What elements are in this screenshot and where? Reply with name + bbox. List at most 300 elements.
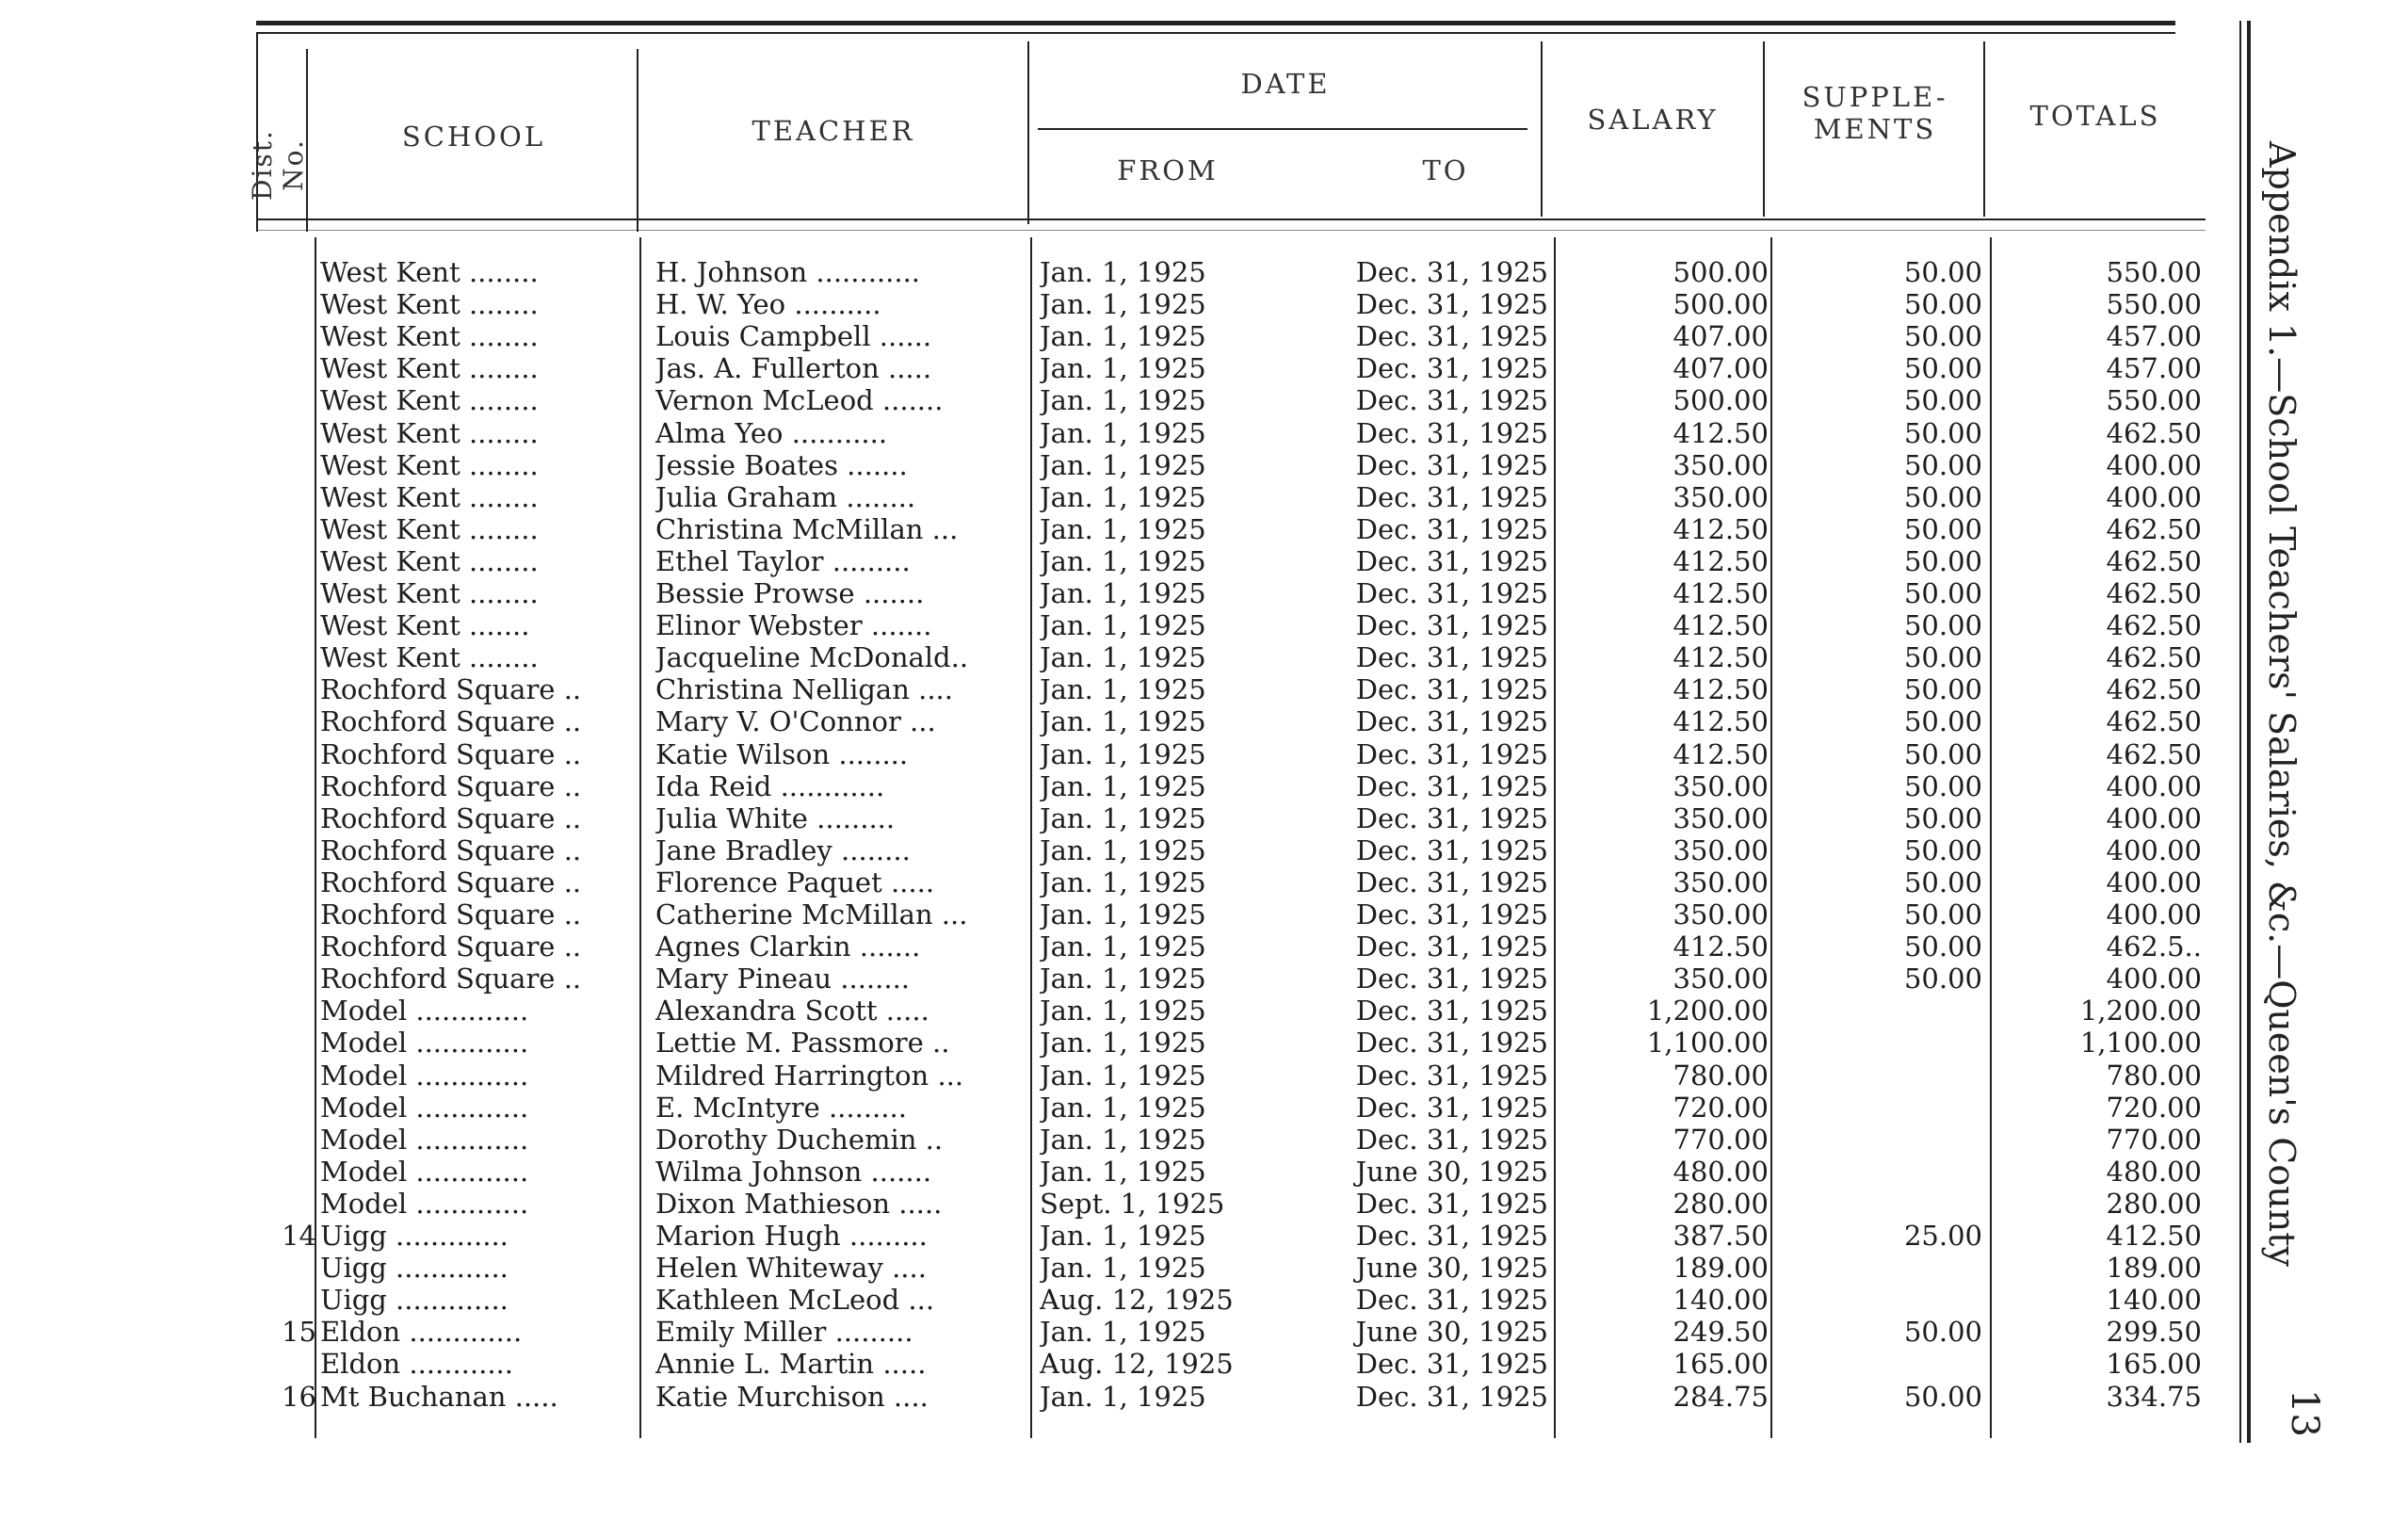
table-row xyxy=(0,545,2408,577)
supplements-cell: 50.00 xyxy=(1903,737,1982,770)
teacher-cell: E. McIntyre ......... xyxy=(655,1091,907,1124)
dist-no-cell: 14 xyxy=(282,1220,316,1252)
from-date-cell: Jan. 1, 1925 xyxy=(1040,1380,1206,1413)
to-date-cell: Dec. 31, 1925 xyxy=(1355,866,1548,898)
salary-cell: 412.50 xyxy=(1673,705,1769,738)
total-cell: 550.00 xyxy=(2106,384,2202,417)
to-date-cell: Dec. 31, 1925 xyxy=(1355,1348,1548,1381)
school-cell: Model ............. xyxy=(320,1123,529,1156)
teacher-cell: Annie L. Martin ..... xyxy=(655,1348,927,1381)
total-cell: 462.50 xyxy=(2106,609,2202,642)
table-row xyxy=(0,770,2408,802)
teacher-cell: H. W. Yeo .......... xyxy=(655,288,881,321)
supplements-cell: 50.00 xyxy=(1903,480,1982,513)
header-school: SCHOOL xyxy=(401,121,546,153)
salary-cell: 720.00 xyxy=(1673,1091,1769,1124)
table-row xyxy=(0,417,2408,449)
to-date-cell: Dec. 31, 1925 xyxy=(1355,1284,1548,1317)
to-date-cell: Dec. 31, 1925 xyxy=(1355,256,1548,288)
to-date-cell: Dec. 31, 1925 xyxy=(1355,320,1548,353)
date-divider xyxy=(1038,128,1527,130)
to-date-cell: Dec. 31, 1925 xyxy=(1355,769,1548,802)
table-row xyxy=(0,1188,2408,1220)
school-cell: Model ............. xyxy=(320,1027,529,1060)
table-row xyxy=(0,641,2408,673)
to-date-cell: Dec. 31, 1925 xyxy=(1355,898,1548,930)
salary-cell: 350.00 xyxy=(1673,480,1769,513)
header-bottom-rule-2 xyxy=(256,230,2206,231)
header-salary: SALARY xyxy=(1587,104,1719,136)
to-date-cell: Dec. 31, 1925 xyxy=(1355,1091,1548,1124)
total-cell: 457.00 xyxy=(2106,352,2202,385)
total-cell: 1,200.00 xyxy=(2079,995,2202,1027)
school-cell: West Kent ........ xyxy=(320,384,539,417)
school-cell: West Kent ........ xyxy=(320,256,539,288)
to-date-cell: Dec. 31, 1925 xyxy=(1355,544,1548,577)
teacher-cell: Katie Murchison .... xyxy=(655,1380,929,1413)
from-date-cell: Jan. 1, 1925 xyxy=(1040,288,1206,321)
from-date-cell: Jan. 1, 1925 xyxy=(1040,898,1206,930)
total-cell: 462.50 xyxy=(2106,512,2202,545)
school-cell: West Kent ........ xyxy=(320,641,539,674)
header-dist-no: Dist. No. xyxy=(247,129,309,201)
table-row xyxy=(0,705,2408,737)
teacher-cell: Helen Whiteway .... xyxy=(655,1252,927,1285)
teacher-cell: Vernon McLeod ....... xyxy=(655,384,944,417)
header-supplements-line2: MENTS xyxy=(1813,113,1937,145)
teacher-cell: Florence Paquet ..... xyxy=(655,866,935,898)
school-cell: Eldon ............. xyxy=(320,1316,523,1349)
school-cell: Uigg ............. xyxy=(320,1252,509,1285)
school-cell: West Kent ........ xyxy=(320,352,539,385)
school-cell: Model ............. xyxy=(320,995,529,1027)
table-row xyxy=(0,738,2408,770)
supplements-cell: 50.00 xyxy=(1903,833,1982,866)
school-cell: Rochford Square .. xyxy=(320,673,582,706)
header-vrule-supp xyxy=(1983,41,1985,217)
to-date-cell: Dec. 31, 1925 xyxy=(1355,737,1548,770)
teacher-cell: Ethel Taylor ......... xyxy=(655,544,911,577)
total-cell: 334.75 xyxy=(2106,1380,2202,1413)
supplements-cell: 50.00 xyxy=(1903,544,1982,577)
supplements-cell: 50.00 xyxy=(1903,641,1982,674)
header-vrule-school xyxy=(637,49,638,232)
salary-cell: 189.00 xyxy=(1673,1252,1769,1285)
supplements-cell: 50.00 xyxy=(1903,801,1982,834)
to-date-cell: Dec. 31, 1925 xyxy=(1355,833,1548,866)
from-date-cell: Jan. 1, 1925 xyxy=(1040,1027,1206,1060)
to-date-cell: Dec. 31, 1925 xyxy=(1355,1187,1548,1220)
from-date-cell: Jan. 1, 1925 xyxy=(1040,577,1206,609)
from-date-cell: Sept. 1, 1925 xyxy=(1040,1187,1225,1220)
supplements-cell: 50.00 xyxy=(1903,963,1982,995)
school-cell: Mt Buchanan ..... xyxy=(320,1380,558,1413)
total-cell: 165.00 xyxy=(2106,1348,2202,1381)
to-date-cell: Dec. 31, 1925 xyxy=(1355,609,1548,642)
supplements-cell: 50.00 xyxy=(1903,705,1982,738)
table-row xyxy=(0,1124,2408,1156)
salary-cell: 770.00 xyxy=(1673,1123,1769,1156)
table-row xyxy=(0,930,2408,963)
dist-no-cell: 15 xyxy=(282,1316,316,1349)
total-cell: 400.00 xyxy=(2106,833,2202,866)
salary-cell: 1,100.00 xyxy=(1646,1027,1769,1060)
supplements-cell: 50.00 xyxy=(1903,1316,1982,1349)
school-cell: Rochford Square .. xyxy=(320,737,582,770)
from-date-cell: Jan. 1, 1925 xyxy=(1040,384,1206,417)
table-row xyxy=(0,1348,2408,1380)
school-cell: West Kent ........ xyxy=(320,512,539,545)
school-cell: West Kent ....... xyxy=(320,609,530,642)
school-cell: Rochford Square .. xyxy=(320,930,582,963)
salary-cell: 412.50 xyxy=(1673,737,1769,770)
supplements-cell: 50.00 xyxy=(1903,930,1982,963)
teacher-cell: Jane Bradley ........ xyxy=(655,833,911,866)
table-row xyxy=(0,384,2408,416)
from-date-cell: Aug. 12, 1925 xyxy=(1040,1284,1234,1317)
side-title: Appendix 1.—School Teachers' Salaries, &c.—Queen's County xyxy=(2261,141,2303,1267)
to-date-cell: Dec. 31, 1925 xyxy=(1355,705,1548,738)
teacher-cell: Mary Pineau ........ xyxy=(655,963,911,995)
school-cell: West Kent ........ xyxy=(320,416,539,449)
supplements-cell: 50.00 xyxy=(1903,288,1982,321)
table-row xyxy=(0,288,2408,320)
salary-cell: 412.50 xyxy=(1673,609,1769,642)
salary-cell: 350.00 xyxy=(1673,801,1769,834)
header-supplements-line1: SUPPLE- xyxy=(1802,81,1948,113)
salary-cell: 407.00 xyxy=(1673,320,1769,353)
total-cell: 462.50 xyxy=(2106,673,2202,706)
to-date-cell: Dec. 31, 1925 xyxy=(1355,1027,1548,1060)
table-row xyxy=(0,577,2408,609)
to-date-cell: Dec. 31, 1925 xyxy=(1355,480,1548,513)
salary-cell: 350.00 xyxy=(1673,866,1769,898)
header-totals: TOTALS xyxy=(2029,100,2161,132)
to-date-cell: Dec. 31, 1925 xyxy=(1355,288,1548,321)
supplements-cell: 50.00 xyxy=(1903,769,1982,802)
total-cell: 1,100.00 xyxy=(2079,1027,2202,1060)
total-cell: 412.50 xyxy=(2106,1220,2202,1252)
total-cell: 462.50 xyxy=(2106,641,2202,674)
total-cell: 299.50 xyxy=(2106,1316,2202,1349)
table-row xyxy=(0,673,2408,705)
header-vrule-salary xyxy=(1763,41,1765,217)
from-date-cell: Jan. 1, 1925 xyxy=(1040,801,1206,834)
teacher-cell: Marion Hugh ......... xyxy=(655,1220,928,1252)
salary-cell: 284.75 xyxy=(1673,1380,1769,1413)
salary-cell: 412.50 xyxy=(1673,930,1769,963)
supplements-cell: 50.00 xyxy=(1903,866,1982,898)
salary-cell: 1,200.00 xyxy=(1646,995,1769,1027)
school-cell: Model ............. xyxy=(320,1059,529,1092)
table-row xyxy=(0,1381,2408,1413)
header-from: FROM xyxy=(1117,154,1219,186)
header-bottom-rule xyxy=(256,218,2206,220)
teacher-cell: Louis Campbell ...... xyxy=(655,320,932,353)
teacher-cell: Julia Graham ........ xyxy=(655,480,916,513)
total-cell: 462.50 xyxy=(2106,737,2202,770)
to-date-cell: Dec. 31, 1925 xyxy=(1355,416,1548,449)
school-cell: West Kent ........ xyxy=(320,320,539,353)
salary-cell: 407.00 xyxy=(1673,352,1769,385)
from-date-cell: Jan. 1, 1925 xyxy=(1040,1059,1206,1092)
teacher-cell: Wilma Johnson ....... xyxy=(655,1155,932,1188)
from-date-cell: Jan. 1, 1925 xyxy=(1040,1220,1206,1252)
table-row xyxy=(0,898,2408,930)
table-row xyxy=(0,513,2408,545)
teacher-cell: Jacqueline McDonald.. xyxy=(655,641,969,674)
salary-cell: 350.00 xyxy=(1673,448,1769,481)
teacher-cell: H. Johnson ............ xyxy=(655,256,921,288)
school-cell: West Kent ........ xyxy=(320,480,539,513)
school-cell: Model ............. xyxy=(320,1187,529,1220)
to-date-cell: Dec. 31, 1925 xyxy=(1355,641,1548,674)
teacher-cell: Agnes Clarkin ....... xyxy=(655,930,921,963)
total-cell: 550.00 xyxy=(2106,288,2202,321)
from-date-cell: Jan. 1, 1925 xyxy=(1040,995,1206,1027)
header-date: DATE xyxy=(1240,68,1331,100)
teacher-cell: Elinor Webster ....... xyxy=(655,609,932,642)
total-cell: 400.00 xyxy=(2106,448,2202,481)
top-rule-thick xyxy=(256,21,2175,25)
salary-cell: 350.00 xyxy=(1673,963,1769,995)
school-cell: Rochford Square .. xyxy=(320,833,582,866)
table-row xyxy=(0,609,2408,641)
header-to: TO xyxy=(1422,154,1469,186)
to-date-cell: Dec. 31, 1925 xyxy=(1355,384,1548,417)
total-cell: 720.00 xyxy=(2106,1091,2202,1124)
from-date-cell: Jan. 1, 1925 xyxy=(1040,320,1206,353)
table-row xyxy=(0,449,2408,481)
salary-cell: 350.00 xyxy=(1673,833,1769,866)
total-cell: 189.00 xyxy=(2106,1252,2202,1285)
from-date-cell: Jan. 1, 1925 xyxy=(1040,705,1206,738)
header-vrule-teacher xyxy=(1027,41,1029,224)
table-row xyxy=(0,1316,2408,1348)
supplements-cell: 50.00 xyxy=(1903,1380,1982,1413)
school-cell: Uigg ............. xyxy=(320,1284,509,1317)
teacher-cell: Lettie M. Passmore .. xyxy=(655,1027,950,1060)
from-date-cell: Jan. 1, 1925 xyxy=(1040,641,1206,674)
total-cell: 462.50 xyxy=(2106,416,2202,449)
school-cell: Rochford Square .. xyxy=(320,705,582,738)
teacher-cell: Alma Yeo ........... xyxy=(655,416,888,449)
from-date-cell: Jan. 1, 1925 xyxy=(1040,512,1206,545)
supplements-cell: 50.00 xyxy=(1903,512,1982,545)
table-row xyxy=(0,1252,2408,1284)
school-cell: Rochford Square .. xyxy=(320,963,582,995)
to-date-cell: Dec. 31, 1925 xyxy=(1355,930,1548,963)
to-date-cell: Dec. 31, 1925 xyxy=(1355,673,1548,706)
teacher-cell: Emily Miller ......... xyxy=(655,1316,913,1349)
total-cell: 400.00 xyxy=(2106,480,2202,513)
teacher-cell: Catherine McMillan ... xyxy=(655,898,968,930)
supplements-cell: 50.00 xyxy=(1903,448,1982,481)
salary-cell: 780.00 xyxy=(1673,1059,1769,1092)
to-date-cell: Dec. 31, 1925 xyxy=(1355,352,1548,385)
table-row xyxy=(0,995,2408,1027)
school-cell: Rochford Square .. xyxy=(320,801,582,834)
to-date-cell: Dec. 31, 1925 xyxy=(1355,1380,1548,1413)
salary-cell: 412.50 xyxy=(1673,544,1769,577)
to-date-cell: Dec. 31, 1925 xyxy=(1355,1059,1548,1092)
school-cell: Uigg ............. xyxy=(320,1220,509,1252)
supplements-cell: 50.00 xyxy=(1903,320,1982,353)
total-cell: 457.00 xyxy=(2106,320,2202,353)
total-cell: 400.00 xyxy=(2106,898,2202,930)
supplements-cell: 50.00 xyxy=(1903,673,1982,706)
school-cell: Model ............. xyxy=(320,1091,529,1124)
from-date-cell: Jan. 1, 1925 xyxy=(1040,833,1206,866)
from-date-cell: Jan. 1, 1925 xyxy=(1040,930,1206,963)
from-date-cell: Jan. 1, 1925 xyxy=(1040,963,1206,995)
from-date-cell: Jan. 1, 1925 xyxy=(1040,1091,1206,1124)
table-row xyxy=(0,963,2408,995)
supplements-cell: 50.00 xyxy=(1903,609,1982,642)
to-date-cell: Dec. 31, 1925 xyxy=(1355,512,1548,545)
top-rule-thin xyxy=(256,32,2175,34)
table-row xyxy=(0,802,2408,834)
school-cell: Rochford Square .. xyxy=(320,898,582,930)
from-date-cell: Jan. 1, 1925 xyxy=(1040,416,1206,449)
from-date-cell: Jan. 1, 1925 xyxy=(1040,544,1206,577)
salary-cell: 412.50 xyxy=(1673,512,1769,545)
salary-cell: 412.50 xyxy=(1673,577,1769,609)
total-cell: 400.00 xyxy=(2106,866,2202,898)
salary-cell: 412.50 xyxy=(1673,641,1769,674)
to-date-cell: Dec. 31, 1925 xyxy=(1355,577,1548,609)
table-row xyxy=(0,352,2408,384)
from-date-cell: Jan. 1, 1925 xyxy=(1040,1252,1206,1285)
table-row xyxy=(0,1027,2408,1059)
from-date-cell: Jan. 1, 1925 xyxy=(1040,1123,1206,1156)
supplements-cell: 50.00 xyxy=(1903,577,1982,609)
supplements-cell: 25.00 xyxy=(1903,1220,1982,1252)
salary-cell: 387.50 xyxy=(1673,1220,1769,1252)
salary-cell: 412.50 xyxy=(1673,673,1769,706)
to-date-cell: Dec. 31, 1925 xyxy=(1355,801,1548,834)
total-cell: 462.5.. xyxy=(2106,930,2202,963)
total-cell: 462.50 xyxy=(2106,544,2202,577)
to-date-cell: Dec. 31, 1925 xyxy=(1355,963,1548,995)
to-date-cell: Dec. 31, 1925 xyxy=(1355,1220,1548,1252)
salary-cell: 350.00 xyxy=(1673,769,1769,802)
from-date-cell: Aug. 12, 1925 xyxy=(1040,1348,1234,1381)
from-date-cell: Jan. 1, 1925 xyxy=(1040,866,1206,898)
table-row xyxy=(0,256,2408,288)
salary-cell: 350.00 xyxy=(1673,898,1769,930)
total-cell: 770.00 xyxy=(2106,1123,2202,1156)
total-cell: 400.00 xyxy=(2106,769,2202,802)
supplements-cell: 50.00 xyxy=(1903,416,1982,449)
from-date-cell: Jan. 1, 1925 xyxy=(1040,609,1206,642)
teacher-cell: Christina Nelligan .... xyxy=(655,673,953,706)
table-row xyxy=(0,1284,2408,1316)
school-cell: Rochford Square .. xyxy=(320,866,582,898)
total-cell: 462.50 xyxy=(2106,705,2202,738)
to-date-cell: Dec. 31, 1925 xyxy=(1355,995,1548,1027)
to-date-cell: June 30, 1925 xyxy=(1355,1316,1548,1349)
teacher-cell: Mary V. O'Connor ... xyxy=(655,705,936,738)
table-row xyxy=(0,866,2408,898)
to-date-cell: June 30, 1925 xyxy=(1355,1155,1548,1188)
school-cell: West Kent ........ xyxy=(320,577,539,609)
table-row xyxy=(0,1092,2408,1124)
table-row xyxy=(0,834,2408,866)
total-cell: 480.00 xyxy=(2106,1155,2202,1188)
total-cell: 550.00 xyxy=(2106,256,2202,288)
page-number: 13 xyxy=(2283,1389,2326,1437)
to-date-cell: Dec. 31, 1925 xyxy=(1355,1123,1548,1156)
salary-cell: 280.00 xyxy=(1673,1187,1769,1220)
teacher-cell: Julia White ......... xyxy=(655,801,896,834)
supplements-cell: 50.00 xyxy=(1903,352,1982,385)
total-cell: 400.00 xyxy=(2106,963,2202,995)
to-date-cell: June 30, 1925 xyxy=(1355,1252,1548,1285)
table-row xyxy=(0,1220,2408,1252)
teacher-cell: Mildred Harrington ... xyxy=(655,1059,964,1092)
from-date-cell: Jan. 1, 1925 xyxy=(1040,352,1206,385)
table-row xyxy=(0,320,2408,352)
teacher-cell: Katie Wilson ........ xyxy=(655,737,909,770)
school-cell: West Kent ........ xyxy=(320,544,539,577)
salary-cell: 165.00 xyxy=(1673,1348,1769,1381)
from-date-cell: Jan. 1, 1925 xyxy=(1040,1155,1206,1188)
total-cell: 462.50 xyxy=(2106,577,2202,609)
to-date-cell: Dec. 31, 1925 xyxy=(1355,448,1548,481)
teacher-cell: Christina McMillan ... xyxy=(655,512,959,545)
from-date-cell: Jan. 1, 1925 xyxy=(1040,673,1206,706)
teacher-cell: Bessie Prowse ....... xyxy=(655,577,925,609)
salary-cell: 480.00 xyxy=(1673,1155,1769,1188)
salary-cell: 500.00 xyxy=(1673,256,1769,288)
from-date-cell: Jan. 1, 1925 xyxy=(1040,737,1206,770)
from-date-cell: Jan. 1, 1925 xyxy=(1040,448,1206,481)
total-cell: 400.00 xyxy=(2106,801,2202,834)
school-cell: West Kent ........ xyxy=(320,288,539,321)
teacher-cell: Dorothy Duchemin .. xyxy=(655,1123,944,1156)
from-date-cell: Jan. 1, 1925 xyxy=(1040,1316,1206,1349)
header-teacher: TEACHER xyxy=(751,115,915,147)
teacher-cell: Jessie Boates ....... xyxy=(655,448,908,481)
from-date-cell: Jan. 1, 1925 xyxy=(1040,480,1206,513)
salary-cell: 140.00 xyxy=(1673,1284,1769,1317)
salary-cell: 500.00 xyxy=(1673,288,1769,321)
supplements-cell: 50.00 xyxy=(1903,384,1982,417)
from-date-cell: Jan. 1, 1925 xyxy=(1040,256,1206,288)
from-date-cell: Jan. 1, 1925 xyxy=(1040,769,1206,802)
teacher-cell: Dixon Mathieson ..... xyxy=(655,1187,943,1220)
table-row xyxy=(0,1156,2408,1188)
school-cell: Eldon ............ xyxy=(320,1348,513,1381)
supplements-cell: 50.00 xyxy=(1903,256,1982,288)
table-row xyxy=(0,481,2408,513)
teacher-cell: Jas. A. Fullerton ..... xyxy=(655,352,932,385)
teacher-cell: Kathleen McLeod ... xyxy=(655,1284,935,1317)
salary-cell: 249.50 xyxy=(1673,1316,1769,1349)
school-cell: West Kent ........ xyxy=(320,448,539,481)
teacher-cell: Alexandra Scott ..... xyxy=(655,995,929,1027)
supplements-cell: 50.00 xyxy=(1903,898,1982,930)
header-vrule-date xyxy=(1541,41,1543,217)
total-cell: 280.00 xyxy=(2106,1187,2202,1220)
teacher-cell: Ida Reid ............ xyxy=(655,769,885,802)
table-row xyxy=(0,1060,2408,1092)
school-cell: Rochford Square .. xyxy=(320,769,582,802)
salary-cell: 412.50 xyxy=(1673,416,1769,449)
school-cell: Model ............. xyxy=(320,1155,529,1188)
total-cell: 140.00 xyxy=(2106,1284,2202,1317)
